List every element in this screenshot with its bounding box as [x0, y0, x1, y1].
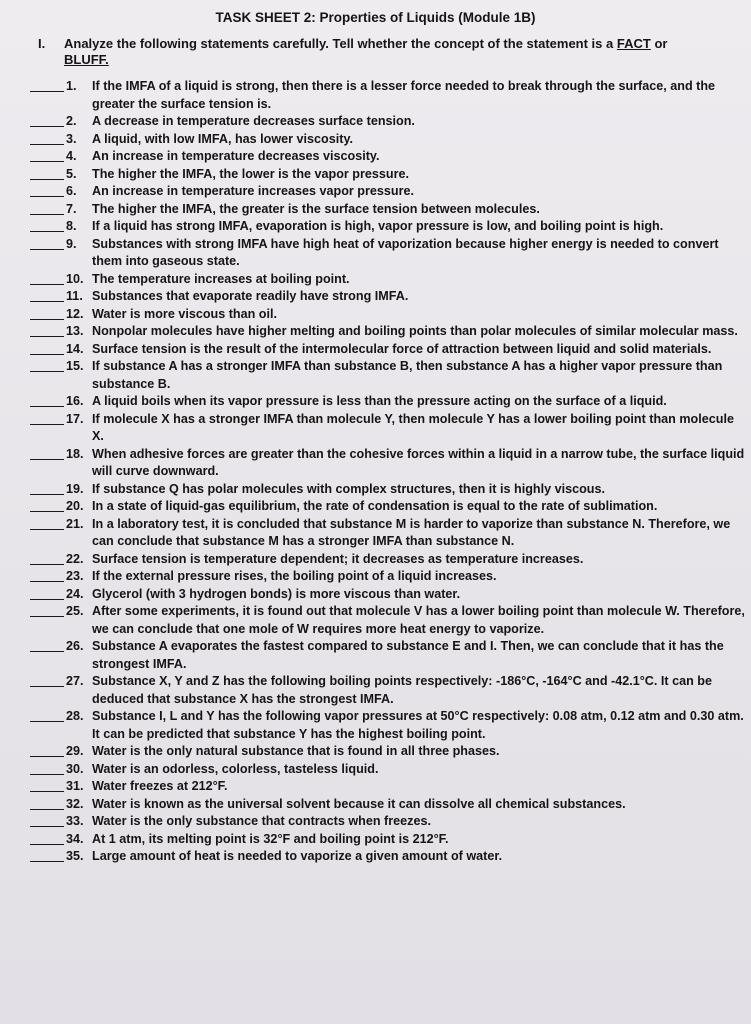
answer-blank[interactable]	[30, 236, 64, 250]
statement-number: 6.	[66, 184, 77, 198]
statement-text: The temperature increases at boiling point.	[92, 271, 350, 286]
statement-item	[30, 323, 745, 341]
statement-number: 2.	[66, 114, 77, 128]
statement-number: 33.	[66, 814, 84, 828]
statement-number: 18.	[66, 446, 84, 461]
statement-text: A decrease in temperature decreases surface tension.	[92, 114, 415, 128]
answer-blank[interactable]	[30, 813, 64, 827]
answer-blank[interactable]	[30, 148, 64, 162]
statement-text: If molecule X has a stronger IMFA than molecule Y, then molecule Y has a lower boiling point than molecule X.	[92, 411, 734, 443]
statement-item	[30, 236, 745, 271]
statement-item	[30, 148, 745, 166]
statement-item	[30, 271, 745, 289]
statement-text: Water is the only substance that contracts when freezes.	[92, 814, 431, 828]
statement-item	[30, 813, 745, 831]
statement-item	[30, 778, 745, 796]
statement-text: If substance Q has polar molecules with complex structures, then it is highly viscous.	[92, 481, 605, 496]
answer-blank[interactable]	[30, 306, 64, 320]
statement-text: In a state of liquid-gas equilibrium, the rate of condensation is equal to the rate of sublimation.	[92, 499, 658, 513]
answer-blank[interactable]	[30, 288, 64, 302]
answer-blank[interactable]	[30, 201, 64, 215]
answer-blank[interactable]	[30, 796, 64, 810]
statement-number: 9.	[66, 236, 77, 251]
statement-text: Substance I, L and Y has the following vapor pressures at 50°C respectively: 0.08 atm, 0.12 atm and 0.30 atm. It can be predicted that substance Y has the highest boiling point.	[92, 709, 744, 741]
statement-item	[30, 568, 745, 586]
answer-blank[interactable]	[30, 568, 64, 582]
statement-text: Substance X, Y and Z has the following boiling points respectively: -186°C, -164°C and -42.1°C. It can be deduced that substance X has the strongest IMFA.	[92, 674, 712, 706]
answer-blank[interactable]	[30, 131, 64, 145]
statement-item	[30, 498, 745, 516]
statement-text: Water is the only natural substance that is found in all three phases.	[92, 744, 500, 758]
statement-item	[30, 341, 745, 359]
statement-item	[30, 603, 745, 638]
statement-number: 21.	[66, 516, 84, 531]
statement-number: 10.	[66, 271, 84, 286]
page-title: TASK SHEET 2: Properties of Liquids (Module 1B)	[215, 10, 536, 25]
answer-blank[interactable]	[30, 358, 64, 372]
statement-text: Glycerol (with 3 hydrogen bonds) is more viscous than water.	[92, 586, 461, 601]
statement-item	[30, 481, 745, 499]
answer-blank[interactable]	[30, 638, 64, 652]
statement-item	[30, 306, 745, 324]
statement-number: 24.	[66, 586, 84, 601]
statement-text: Nonpolar molecules have higher melting and boiling points than polar molecules of similar molecular mass.	[92, 324, 738, 338]
statement-number: 3.	[66, 131, 77, 146]
answer-blank[interactable]	[30, 218, 64, 232]
statement-number: 4.	[66, 149, 77, 163]
statement-text: A liquid boils when its vapor pressure is less than the pressure acting on the surface of a liquid.	[92, 394, 667, 408]
statement-item	[30, 288, 745, 306]
statement-number: 23.	[66, 569, 84, 583]
statement-item	[30, 78, 745, 113]
statement-number: 30.	[66, 761, 84, 776]
statement-item	[30, 201, 745, 219]
statement-item	[30, 761, 745, 779]
statement-number: 14.	[66, 341, 84, 356]
statement-item	[30, 516, 745, 551]
statement-item	[30, 638, 745, 673]
statement-text: An increase in temperature increases vapor pressure.	[92, 184, 414, 198]
statement-number: 34.	[66, 831, 84, 846]
statement-text: Water is known as the universal solvent because it can dissolve all chemical substances.	[92, 796, 626, 811]
statement-text: An increase in temperature decreases viscosity.	[92, 149, 380, 163]
answer-blank[interactable]	[30, 271, 64, 285]
answer-blank[interactable]	[30, 411, 64, 425]
statement-text: At 1 atm, its melting point is 32°F and boiling point is 212°F.	[92, 831, 449, 846]
statement-item	[30, 358, 745, 393]
answer-blank[interactable]	[30, 393, 64, 407]
statement-item	[30, 393, 745, 411]
statement-text: Water freezes at 212°F.	[92, 779, 228, 793]
statement-text: When adhesive forces are greater than the cohesive forces within a liquid in a narrow tube, the surface liquid will curve downward.	[92, 446, 745, 478]
answer-blank[interactable]	[30, 341, 64, 355]
answer-blank[interactable]	[30, 603, 64, 617]
statement-item	[30, 446, 745, 481]
statement-number: 16.	[66, 394, 84, 408]
instruction-text: Analyze the following statements carefully. Tell whether the concept of the statement is a	[64, 36, 614, 51]
statement-number: 22.	[66, 551, 84, 566]
statement-text: The higher the IMFA, the greater is the surface tension between molecules.	[92, 201, 540, 216]
statement-item	[30, 743, 745, 761]
statement-item	[30, 586, 745, 604]
answer-blank[interactable]	[30, 446, 64, 460]
statement-item	[30, 183, 745, 201]
statement-text: If the IMFA of a liquid is strong, then there is a lesser force needed to break through the surface, and the greater the surface tension is.	[92, 79, 716, 111]
fact-keyword: FACT	[616, 36, 651, 51]
statement-item	[30, 131, 745, 149]
statement-item	[30, 551, 745, 569]
answer-blank[interactable]	[30, 78, 64, 92]
answer-blank[interactable]	[30, 831, 64, 845]
statement-number: 15.	[66, 359, 84, 373]
statement-text: Substance A evaporates the fastest compared to substance E and I. Then, we can conclude that it has the strongest IMFA.	[92, 639, 724, 671]
statement-number: 1.	[66, 79, 77, 93]
statement-item	[30, 673, 745, 708]
answer-blank[interactable]	[30, 743, 64, 757]
statement-text: Large amount of heat is needed to vaporize a given amount of water.	[92, 849, 503, 863]
answer-blank[interactable]	[30, 166, 64, 180]
statement-item	[30, 848, 745, 866]
statement-number: 29.	[66, 744, 84, 758]
statement-number: 27.	[66, 674, 84, 688]
statement-item	[30, 708, 745, 743]
statement-item	[30, 831, 745, 849]
statement-text: After some experiments, it is found out that molecule V has a lower boiling point than molecule W. Therefore, we can conclude that one mole of W requires more heat energy to vaporize.	[92, 604, 745, 636]
statement-number: 12.	[66, 306, 84, 321]
statement-text: If the external pressure rises, the boiling point of a liquid increases.	[92, 569, 497, 583]
statement-number: 35.	[66, 849, 84, 863]
answer-blank[interactable]	[30, 113, 64, 127]
statement-text: If substance A has a stronger IMFA than substance B, then substance A has a higher vapor pressure than substance B.	[92, 359, 723, 391]
statement-item	[30, 411, 745, 446]
statement-text: Water is more viscous than oil.	[92, 306, 277, 321]
statement-text: Surface tension is the result of the intermolecular force of attraction between liquid and solid materials.	[92, 341, 712, 356]
statement-number: 17.	[66, 411, 84, 426]
answer-blank[interactable]	[30, 183, 64, 197]
statement-text: If a liquid has strong IMFA, evaporation is high, vapor pressure is low, and boiling point is high.	[92, 219, 664, 233]
statement-text: Surface tension is temperature dependent; it decreases as temperature increases.	[92, 551, 584, 566]
statement-number: 25.	[66, 604, 84, 618]
answer-blank[interactable]	[30, 586, 64, 600]
statement-list	[30, 78, 745, 866]
answer-blank[interactable]	[30, 498, 64, 512]
bluff-keyword: BLUFF.	[64, 52, 109, 67]
answer-blank[interactable]	[30, 323, 64, 337]
statement-number: 20.	[66, 499, 84, 513]
statement-number: 32.	[66, 796, 84, 811]
statement-number: 31.	[66, 779, 84, 793]
or-word: or	[654, 36, 668, 51]
answer-blank[interactable]	[30, 708, 64, 722]
statement-number: 26.	[66, 639, 84, 653]
statement-text: The higher the IMFA, the lower is the vapor pressure.	[92, 166, 410, 181]
statement-item	[30, 796, 745, 814]
statement-item	[30, 166, 745, 184]
statement-text: In a laboratory test, it is concluded that substance M is harder to vaporize than substance N. Therefore, we can conclude that substance M has a stronger IMFA than substance N.	[92, 516, 731, 548]
statement-text: Substances with strong IMFA have high heat of vaporization because higher energy is needed to convert them into gaseous state.	[92, 236, 719, 268]
statement-number: 8.	[66, 219, 77, 233]
statement-number: 13.	[66, 324, 84, 338]
statement-item	[30, 218, 745, 236]
answer-blank[interactable]	[30, 673, 64, 687]
answer-blank[interactable]	[30, 481, 64, 495]
statement-number: 19.	[66, 481, 84, 496]
statement-number: 28.	[66, 709, 84, 723]
section-numeral: I.	[38, 36, 46, 51]
answer-blank[interactable]	[30, 848, 64, 862]
answer-blank[interactable]	[30, 551, 64, 565]
answer-blank[interactable]	[30, 761, 64, 775]
answer-blank[interactable]	[30, 778, 64, 792]
statement-item	[30, 113, 745, 131]
instruction	[38, 36, 678, 68]
statement-text: Substances that evaporate readily have strong IMFA.	[92, 289, 409, 303]
statement-text: A liquid, with low IMFA, has lower viscosity.	[92, 131, 354, 146]
statement-number: 11.	[66, 289, 83, 303]
statement-number: 5.	[66, 166, 77, 181]
statement-text: Water is an odorless, colorless, tasteless liquid.	[92, 761, 379, 776]
statement-number: 7.	[66, 201, 77, 216]
answer-blank[interactable]	[30, 516, 64, 530]
